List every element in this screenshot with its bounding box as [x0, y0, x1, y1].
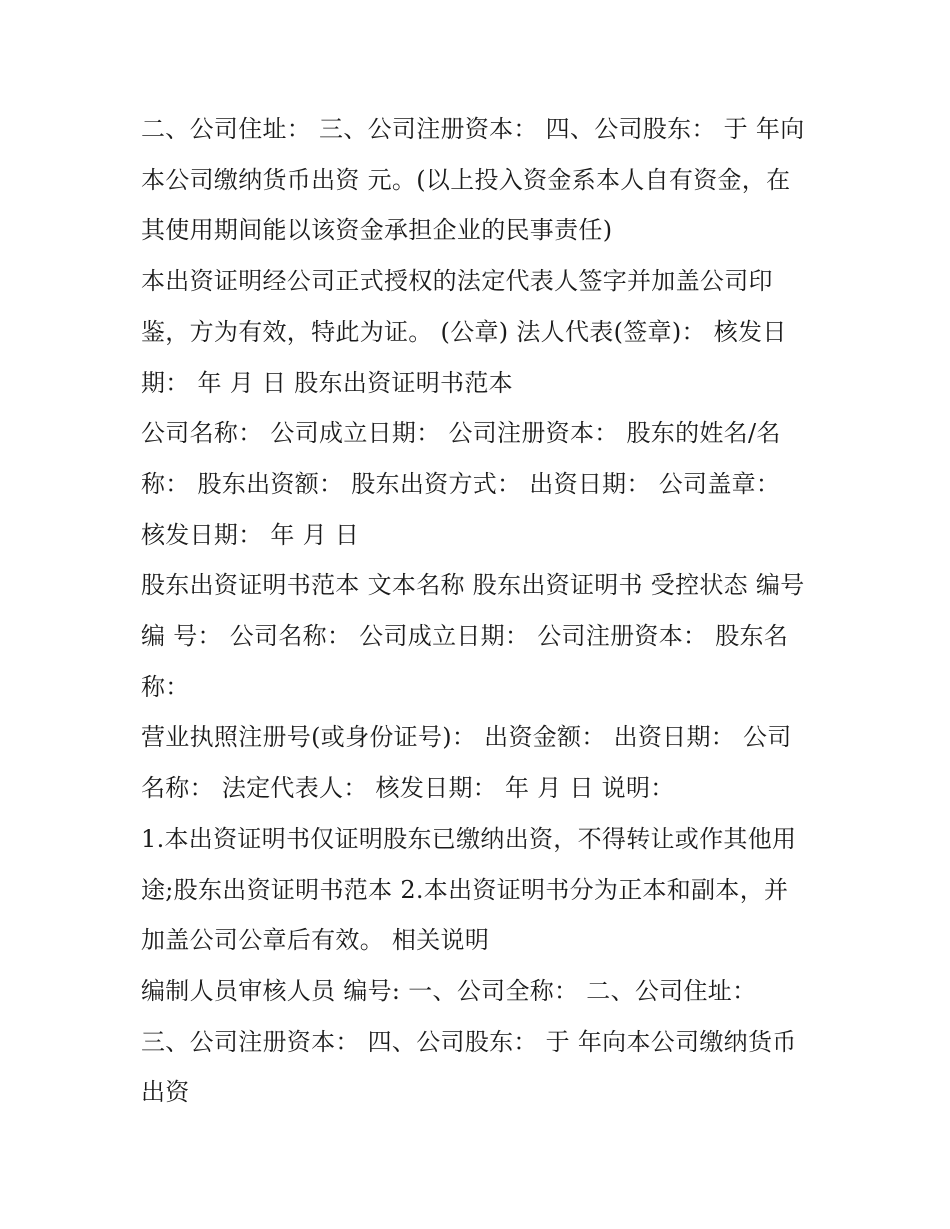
paragraph-company-fields: 公司名称： 公司成立日期： 公司注册资本： 股东的姓名/名称： 股东出资额： 股东出资方式： 出资日期： 公司盖章： 核发日期： 年 月 日 — [141, 419, 781, 549]
paragraph-repeat-fields: 编制人员审核人员 编号: 一、公司全称： 二、公司住址： 三、公司注册资本： 四、公司股东： 于 年向本公司缴纳货币出资 — [141, 976, 797, 1107]
paragraph-license-fields: 营业执照注册号(或身份证号)： 出资金额： 出资日期： 公司名称： 法定代表人： 核发日期： 年 月 日 说明： — [141, 723, 792, 803]
document-body — [141, 104, 811, 1118]
paragraph-template-header: 股东出资证明书范本 文本名称 股东出资证明书 受控状态 编号 编 号： 公司名称： 公司成立日期： 公司注册资本： 股东名称： — [141, 571, 805, 701]
paragraph-notes: 1.本出资证明书仅证明股东已缴纳出资，不得转让或作其他用途;股东出资证明书范本 2.本出资证明书分为正本和副本，并加盖公司公章后有效。 相关说明 — [141, 824, 797, 955]
paragraph-certificate-validity: 本出资证明经公司正式授权的法定代表人签字并加盖公司印鉴，方为有效，特此为证。 (公章) 法人代表(签章)： 核发日期： 年 月 日 股东出资证明书范本 — [141, 267, 787, 397]
paragraph-shareholder-contribution: 二、公司住址： 三、公司注册资本： 四、公司股东： 于 年向本公司缴纳货币出资 元。(以上投入资金系本人自有资金，在其使用期间能以该资金承担企业的民事责任) — [141, 115, 805, 245]
